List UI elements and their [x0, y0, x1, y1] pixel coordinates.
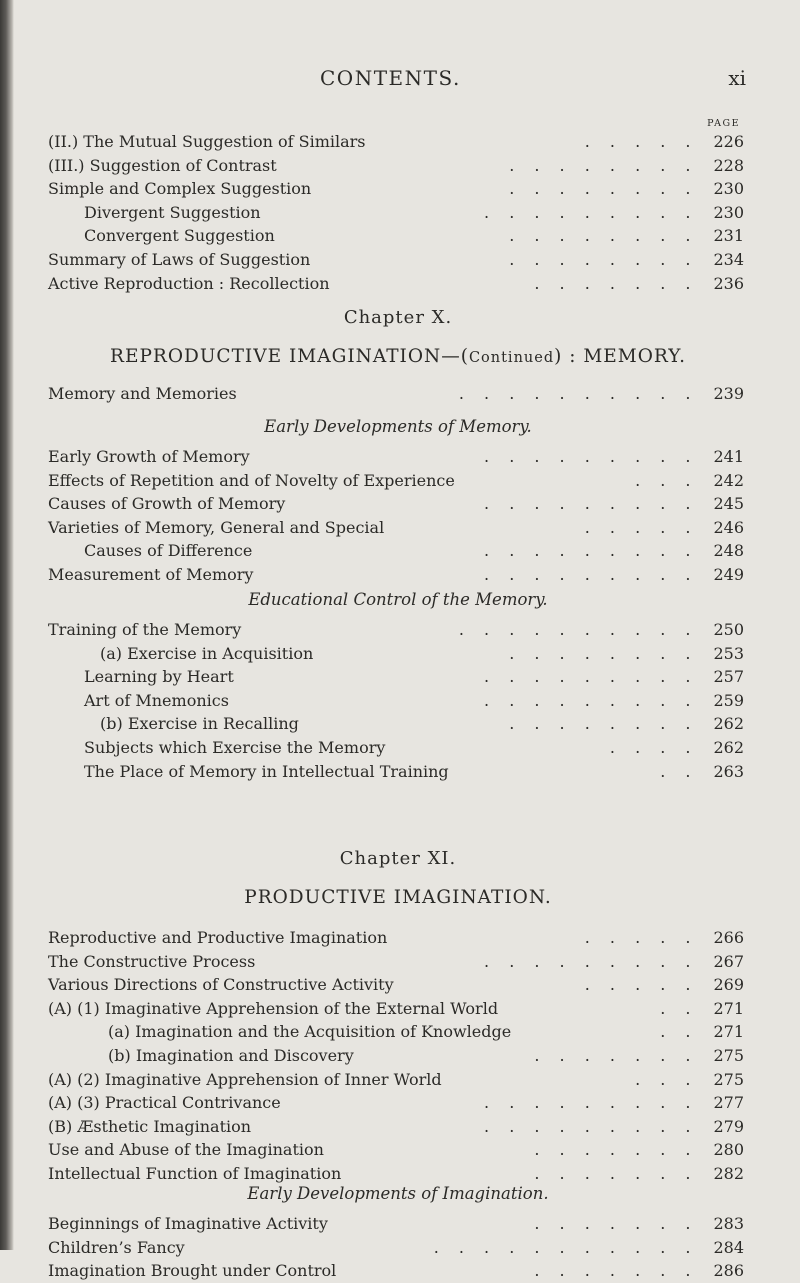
toc-entry	[48, 1044, 748, 1068]
toc-page-number: 275	[713, 1069, 744, 1089]
toc-page-number: 228	[713, 155, 744, 175]
toc-page-number: 262	[713, 714, 744, 734]
toc-page-number: 263	[713, 761, 744, 781]
book-spine-shadow	[0, 0, 14, 1250]
toc-entry-title: Simple and Complex Suggestion	[48, 179, 312, 199]
toc-leader-dots: . .	[660, 761, 698, 781]
toc-leader-dots: . . . . . . . .	[509, 714, 698, 734]
toc-entry	[48, 516, 748, 540]
toc-block-1	[48, 130, 748, 295]
toc-leader-dots: . . .	[635, 470, 698, 490]
toc-leader-dots: . . . . .	[584, 975, 698, 995]
toc-block-5	[48, 926, 748, 1186]
toc-page-number: 250	[713, 620, 744, 639]
chapter-x-title	[48, 346, 748, 367]
toc-entry	[48, 154, 748, 178]
toc-entry-title: Subjects which Exercise the Memory	[84, 737, 386, 757]
toc-entry	[48, 382, 748, 406]
toc-leader-dots: . . . . . . . . .	[484, 1093, 698, 1113]
toc-entry-title: (a) Exercise in Acquisition	[100, 643, 314, 663]
toc-leader-dots: . .	[660, 998, 698, 1018]
toc-page-number: 277	[713, 1093, 744, 1113]
toc-entry	[48, 224, 748, 248]
toc-entry	[48, 492, 748, 516]
toc-entry	[48, 272, 748, 296]
toc-page-number: 267	[713, 951, 744, 971]
section-heading: Educational Control of the Memory.	[248, 590, 548, 609]
toc-leader-dots: . . . . . . . . .	[484, 541, 698, 561]
toc-page-number: 242	[713, 470, 744, 490]
toc-entry	[48, 642, 748, 666]
toc-entry	[48, 712, 748, 736]
toc-entry-title: Training of the Memory	[48, 620, 242, 639]
toc-entry-title: Learning by Heart	[84, 667, 234, 687]
toc-entry-title: Children’s Fancy	[48, 1237, 185, 1257]
toc-leader-dots: . . . . . . . .	[509, 643, 698, 663]
toc-page-number: 226	[713, 132, 744, 151]
toc-page-number: 286	[713, 1261, 744, 1281]
toc-entry	[48, 1020, 748, 1044]
toc-leader-dots: . . . . . . . . .	[484, 667, 698, 687]
toc-entry	[48, 1138, 748, 1162]
toc-page-number: 280	[713, 1140, 744, 1160]
toc-leader-dots: . . . . . . .	[534, 1163, 698, 1183]
toc-entry-title: Reproductive and Productive Imagination	[48, 928, 388, 947]
toc-entry-title: (A) (2) Imaginative Apprehension of Inner World	[48, 1069, 442, 1089]
toc-leader-dots: . . . . . . . . .	[484, 951, 698, 971]
toc-leader-dots: . . . . . . . .	[509, 179, 698, 199]
toc-block-3	[48, 445, 748, 587]
toc-entry-title: Convergent Suggestion	[84, 226, 275, 246]
toc-entry-title: Summary of Laws of Suggestion	[48, 249, 311, 269]
toc-block-6	[48, 1212, 748, 1283]
toc-leader-dots: . . . . . . .	[534, 1140, 698, 1160]
chapter-title-part: REPRODUCTIVE IMAGINATION—(	[110, 346, 469, 367]
toc-block-4	[48, 618, 748, 783]
toc-page-number: 253	[713, 643, 744, 663]
toc-page-number: 271	[713, 998, 744, 1018]
toc-page-number: 266	[713, 928, 744, 947]
toc-leader-dots: . . . . .	[584, 517, 698, 537]
toc-entry-title: Art of Mnemonics	[84, 690, 229, 710]
toc-page-number: 262	[713, 737, 744, 757]
toc-entry-title: (b) Imagination and Discovery	[108, 1045, 354, 1065]
toc-entry-title: Use and Abuse of the Imagination	[48, 1140, 324, 1160]
toc-leader-dots: . . . . . . . . . . .	[433, 1237, 698, 1257]
toc-page-number: 248	[713, 541, 744, 561]
toc-leader-dots: . . . . . . . .	[509, 155, 698, 175]
toc-leader-dots: . . . . . . . . .	[484, 447, 698, 466]
toc-leader-dots: . . . . . . . .	[509, 226, 698, 246]
toc-page-number: 245	[713, 494, 744, 514]
toc-page-number: 284	[713, 1237, 744, 1257]
toc-leader-dots: . . . . . . . . .	[484, 494, 698, 514]
toc-page-number: 275	[713, 1045, 744, 1065]
toc-entry-title: Causes of Growth of Memory	[48, 494, 286, 514]
toc-leader-dots: . . . . . . . . . .	[458, 620, 698, 639]
toc-entry	[48, 469, 748, 493]
section-heading: Early Developments of Memory.	[264, 417, 532, 436]
toc-page-number: 257	[713, 667, 744, 687]
toc-entry	[48, 950, 748, 974]
toc-leader-dots: . . . . . . .	[534, 1214, 698, 1233]
toc-entry	[48, 1162, 748, 1186]
toc-entry	[48, 1091, 748, 1115]
toc-entry-title: Effects of Repetition and of Novelty of Experience	[48, 470, 455, 490]
toc-entry-title: Beginnings of Imaginative Activity	[48, 1214, 328, 1233]
toc-page-number: 239	[713, 384, 744, 403]
chapter-xi-label	[48, 848, 748, 869]
toc-entry	[48, 618, 748, 642]
page-column-label: PAGE	[707, 118, 740, 129]
toc-entry-title: Early Growth of Memory	[48, 447, 250, 466]
toc-leader-dots: . . . . . . . . .	[484, 564, 698, 584]
toc-leader-dots: . . . . .	[584, 928, 698, 947]
toc-entry	[48, 1115, 748, 1139]
toc-leader-dots: . . . .	[609, 737, 698, 757]
toc-page-number: 269	[713, 975, 744, 995]
chapter-title-part: ) : MEMORY.	[554, 346, 686, 367]
toc-page-number: 249	[713, 564, 744, 584]
toc-page-number: 236	[713, 273, 744, 293]
toc-entry	[48, 130, 748, 154]
toc-entry-title: Measurement of Memory	[48, 564, 254, 584]
toc-entry-title: The Place of Memory in Intellectual Training	[84, 761, 449, 781]
toc-entry-title: (II.) The Mutual Suggestion of Similars	[48, 132, 366, 151]
toc-entry-title: Imagination Brought under Control	[48, 1261, 337, 1281]
toc-page-number: 282	[713, 1163, 744, 1183]
toc-leader-dots: . . . . . . . . . .	[458, 384, 698, 403]
toc-entry	[48, 997, 748, 1021]
toc-page-number: 259	[713, 690, 744, 710]
toc-entry-title: (b) Exercise in Recalling	[100, 714, 299, 734]
toc-leader-dots: . . . . .	[584, 132, 698, 151]
toc-entry	[48, 973, 748, 997]
toc-entry	[48, 760, 748, 784]
toc-page-number: 234	[713, 249, 744, 269]
chapter-title-continued: Continued	[468, 350, 555, 366]
toc-page-number: 230	[713, 202, 744, 222]
toc-entry	[48, 539, 748, 563]
toc-page-number: 230	[713, 179, 744, 199]
toc-entry-title: (A) (1) Imaginative Apprehension of the External World	[48, 998, 499, 1018]
toc-entry-title: (a) Imagination and the Acquisition of Knowledge	[108, 1022, 512, 1042]
toc-page-number: 283	[713, 1214, 744, 1233]
toc-page-number: 246	[713, 517, 744, 537]
toc-leader-dots: . . . . . . . . .	[484, 690, 698, 710]
toc-entry	[48, 248, 748, 272]
toc-leader-dots: . . . . . . . . .	[484, 1116, 698, 1136]
toc-entry-title: Memory and Memories	[48, 384, 237, 403]
toc-entry	[48, 563, 748, 587]
toc-entry-title: (III.) Suggestion of Contrast	[48, 155, 277, 175]
toc-page-number: 271	[713, 1022, 744, 1042]
toc-entry	[48, 177, 748, 201]
toc-page-number: 231	[713, 226, 744, 246]
toc-entry-title: Varieties of Memory, General and Special	[48, 517, 385, 537]
toc-entry-title: (B) Æsthetic Imagination	[48, 1116, 252, 1136]
chapter-xi-title: PRODUCTIVE IMAGINATION.	[244, 887, 552, 908]
toc-entry	[48, 689, 748, 713]
toc-block-2	[48, 382, 748, 406]
toc-entry	[48, 665, 748, 689]
toc-page-number: 241	[713, 447, 744, 466]
toc-entry	[48, 201, 748, 225]
folio-number: xi	[728, 66, 746, 90]
toc-entry	[48, 1259, 748, 1283]
toc-leader-dots: . . . . . . .	[534, 1045, 698, 1065]
toc-entry-title: Active Reproduction : Recollection	[48, 273, 330, 293]
running-title: CONTENTS.	[320, 66, 461, 90]
chapter-x-label	[48, 307, 748, 328]
toc-entry	[48, 736, 748, 760]
chapter-label-text: Chapter X.	[343, 307, 453, 328]
toc-page-number: 279	[713, 1116, 744, 1136]
toc-leader-dots: . .	[660, 1022, 698, 1042]
toc-leader-dots: . . . . . . . . .	[484, 202, 698, 222]
contents-page	[48, 0, 748, 1281]
toc-entry-title: The Constructive Process	[48, 951, 256, 971]
toc-leader-dots: . . .	[635, 1069, 698, 1089]
toc-entry-title: Various Directions of Constructive Activity	[48, 975, 394, 995]
toc-entry	[48, 445, 748, 469]
toc-entry	[48, 1236, 748, 1260]
toc-entry	[48, 1212, 748, 1236]
toc-entry-title: (A) (3) Practical Contrivance	[48, 1093, 281, 1113]
toc-entry-title: Causes of Difference	[84, 541, 253, 561]
toc-entry	[48, 926, 748, 950]
toc-entry	[48, 1068, 748, 1092]
section-heading: Early Developments of Imagination.	[247, 1184, 549, 1203]
toc-entry-title: Intellectual Function of Imagination	[48, 1163, 342, 1183]
toc-leader-dots: . . . . . . .	[534, 273, 698, 293]
chapter-label-text: Chapter XI.	[339, 848, 457, 869]
toc-leader-dots: . . . . . . . .	[509, 249, 698, 269]
running-header	[48, 66, 748, 96]
toc-entry-title: Divergent Suggestion	[84, 202, 261, 222]
toc-leader-dots: . . . . . . .	[534, 1261, 698, 1281]
